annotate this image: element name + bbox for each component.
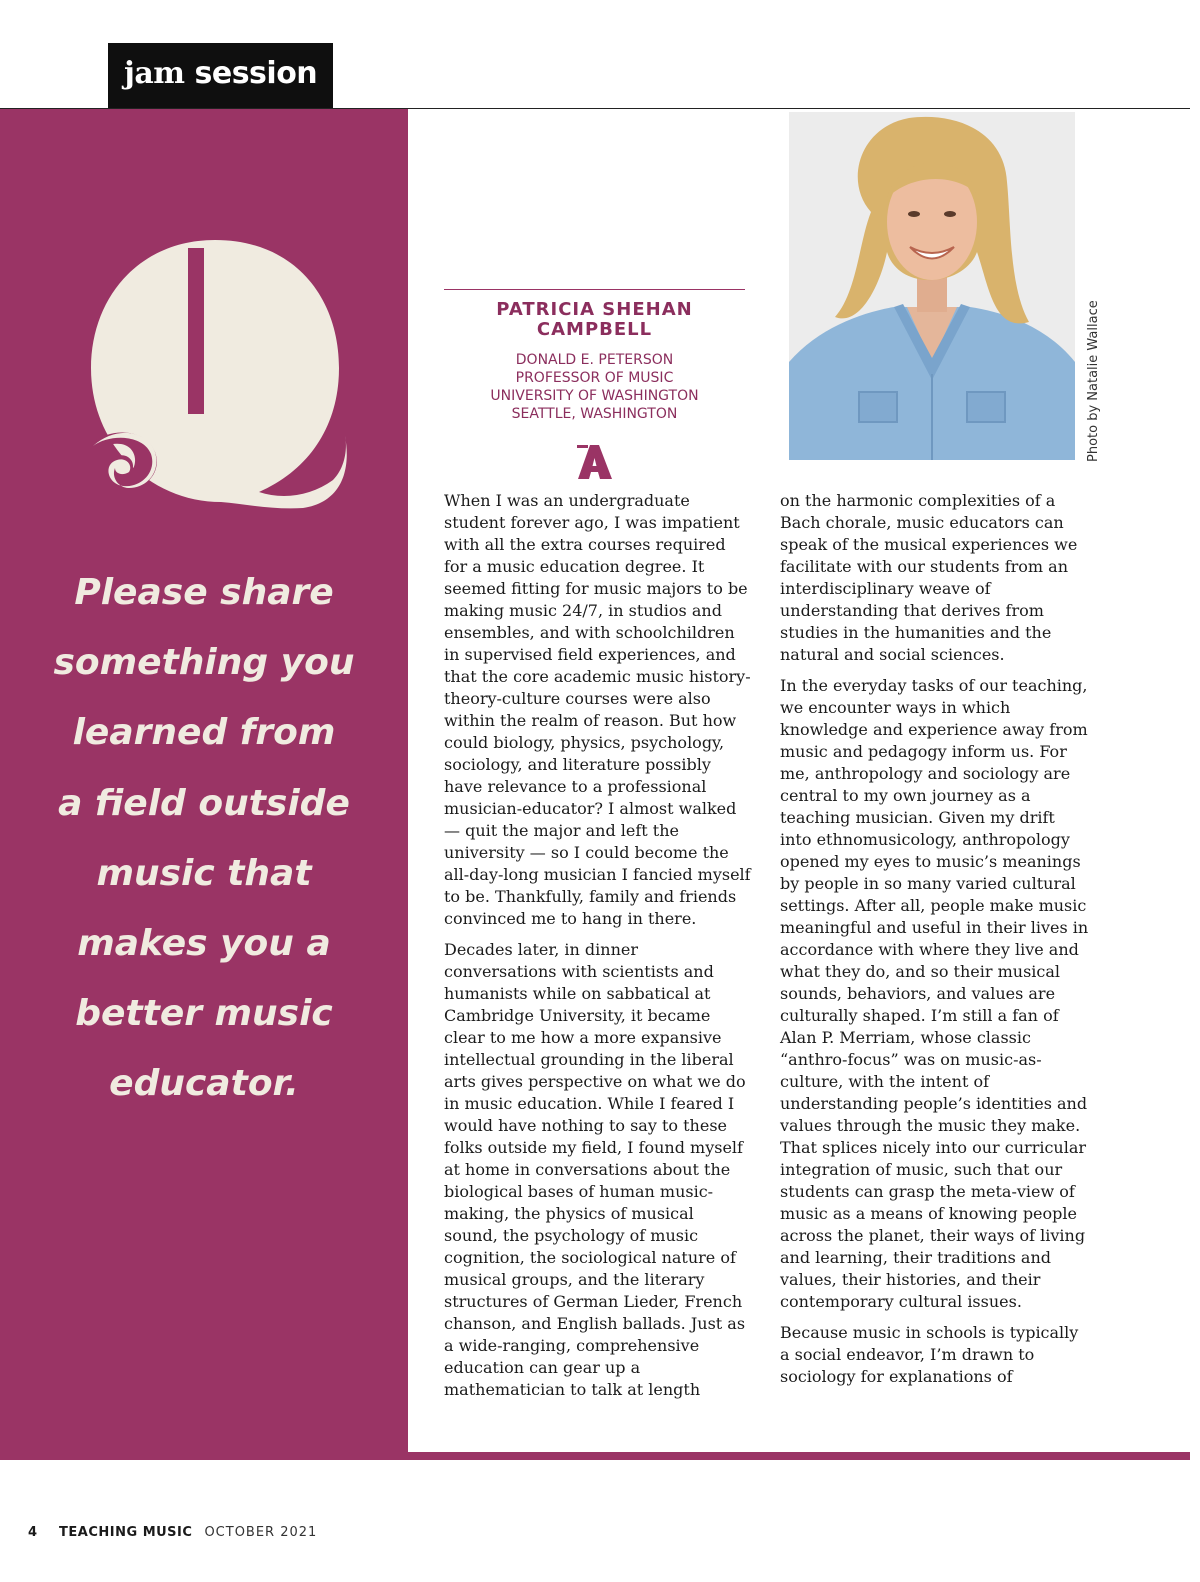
article-paragraph: on the harmonic complexities of a Bach chorale, music educators can speak of the musical experiences we facilitate with our students from an interdisciplinary weave of understanding that derives from studies in the humanities and the natural and social sciences. <box>780 491 1078 664</box>
question-line: music that <box>96 852 312 894</box>
author-affiliation <box>444 351 745 423</box>
author-name <box>444 300 745 340</box>
article-paragraph: In the everyday tasks of our teaching, we encounter ways in which knowledge and experience away from music and pedagogy inform us. For me, anthropology and sociology are central to my own journey as a teaching musician. Given my drift into ethnomusicology, anthropology opened my eyes to music’s meanings by people in so many varied cultural settings. After all, people make music meaningful and useful in their lives in accordance with where they live and what they do, and so their musical sounds, behaviors, and values are culturally shaped. I’m still a fan of Alan P. Merriam, whose classic “anthro-focus” was on music-as-culture, with the intent of understanding people’s identities and values through the music they make. That splices nicely into our curricular integration of music, such that our students can grasp the meta-view of music as a means of knowing people across the planet, their ways of living and learning, their traditions and values, their histories, and their contemporary cultural issues. <box>780 676 1089 1311</box>
page-number: 4 <box>28 1525 38 1540</box>
author-name-line: CAMPBELL <box>536 319 653 340</box>
q-letter-icon <box>83 238 348 510</box>
article-paragraph: When I was an undergraduate student forever ago, I was impatient with all the extra courses required for a music education degree. It seemed fitting for music majors to be making music 24/7, in studios and ensembles, and with schoolchildren in supervised field experiences, and that the core academic music history-theory-culture courses were also within the realm of reason. But how could biology, physics, psychology, sociology, and literature possibly have relevance to a professional musician-educator? I almost walked — quit the major and left the university — so I could become the all-day-long musician I fancied myself to be. Thankfully, family and friends convinced me to hang in there. <box>444 491 751 928</box>
issue-date: OCTOBER 2021 <box>204 1525 318 1540</box>
magazine-name: TEACHING MUSIC <box>59 1525 193 1540</box>
page-footer <box>28 1525 317 1540</box>
question-line: a field outside <box>58 782 350 824</box>
question-line: better music <box>75 993 333 1035</box>
affiliation-line: PROFESSOR OF MUSIC <box>515 370 674 386</box>
bottom-accent-stripe <box>408 1452 1190 1460</box>
affiliation-line: DONALD E. PETERSON <box>515 352 674 368</box>
article-column-2 <box>780 490 1090 1388</box>
question-text <box>30 558 378 1120</box>
section-tag <box>108 43 333 108</box>
affiliation-line: UNIVERSITY OF WASHINGTON <box>490 388 699 404</box>
author-rule <box>444 289 745 290</box>
a-letter-icon <box>577 445 613 479</box>
question-line: learned from <box>72 712 336 754</box>
article-column-1 <box>444 490 752 1401</box>
article-paragraph: Because music in schools is typically a social endeavor, I’m drawn to sociology for explanations of <box>780 1323 1079 1386</box>
author-name-line: PATRICIA SHEHAN <box>496 299 693 320</box>
section-tag-first-word: jam <box>124 56 185 91</box>
question-line: something you <box>53 642 355 684</box>
article-paragraph: Decades later, in dinner conversations with scientists and humanists while on sabbatical at Cambridge University, it became clear to me how a more expansive intellectual grounding in the liberal arts gives perspective on what we do in music education. While I feared I would have nothing to say to these folks outside my field, I found myself at home in conversations about the biological bases of human music-making, the physics of musical sound, the psychology of music cognition, the sociological nature of musical groups, and the literary structures of German Lieder, French chanson, and English ballads. Just as a wide-ranging, comprehensive education can gear up a mathematician to talk at length <box>444 940 746 1399</box>
author-photo <box>789 112 1075 460</box>
section-tag-second-word: session <box>194 56 318 91</box>
question-line: educator. <box>109 1063 299 1105</box>
photo-credit: Photo by Natalie Wallace <box>1086 300 1101 462</box>
question-line: makes you a <box>77 923 331 965</box>
question-line: Please share <box>74 572 334 613</box>
affiliation-line: SEATTLE, WASHINGTON <box>511 406 678 422</box>
